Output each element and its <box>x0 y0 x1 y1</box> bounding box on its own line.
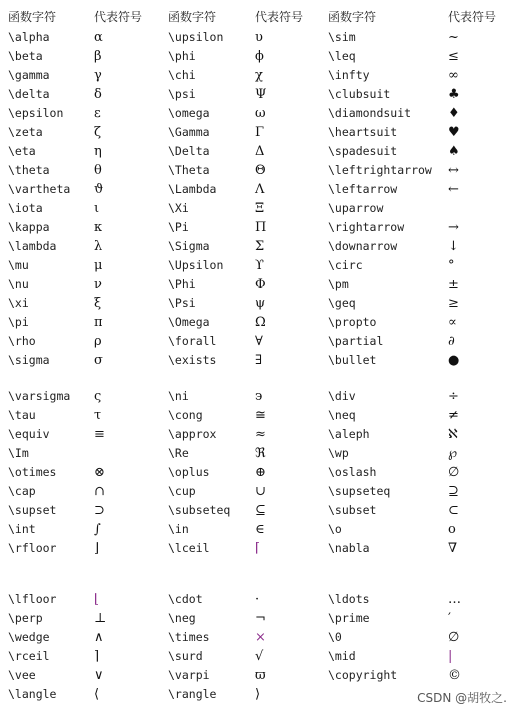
symbol-col2: × <box>255 630 266 645</box>
table-row <box>0 666 517 685</box>
symbol-col2: ≅ <box>255 408 266 423</box>
header-col1-sym: 代表符号 <box>94 10 143 24</box>
symbol-col2: ϕ <box>255 49 264 64</box>
header-col3-sym: 代表符号 <box>448 10 497 24</box>
command-col2: \times <box>168 630 210 644</box>
table-row <box>0 647 517 666</box>
table-row <box>0 123 517 142</box>
command-col1: \varsigma <box>8 389 71 403</box>
symbol-col3: ♠ <box>448 144 460 159</box>
symbol-col1: ∩ <box>94 484 105 499</box>
symbol-col3: ÷ <box>448 389 459 404</box>
table-row <box>0 161 517 180</box>
command-col1: \xi <box>8 296 29 310</box>
symbol-col1: β <box>94 49 102 64</box>
table-row <box>0 28 517 47</box>
command-col1: \vartheta <box>8 182 71 196</box>
command-col1: \alpha <box>8 30 50 44</box>
table-row <box>0 628 517 647</box>
symbol-col2: Δ <box>255 144 265 159</box>
table-row <box>0 351 517 370</box>
symbol-col2: ϒ <box>255 258 264 273</box>
command-col3: \wp <box>328 446 349 460</box>
symbol-col2: Λ <box>255 182 265 197</box>
symbol-col1: λ <box>94 239 103 254</box>
symbol-col1: η <box>94 144 102 159</box>
symbol-col3: ℘ <box>448 446 458 461</box>
symbol-col3: | <box>448 649 453 664</box>
command-col3: \nabla <box>328 541 370 555</box>
symbol-col1: γ <box>94 68 102 83</box>
command-col1: \lambda <box>8 239 57 253</box>
command-col2: \in <box>168 522 189 536</box>
symbol-col1: ν <box>94 277 102 292</box>
command-col2: \cong <box>168 408 203 422</box>
table-row <box>0 47 517 66</box>
table-row <box>0 275 517 294</box>
command-col3: \leq <box>328 49 356 63</box>
command-col2: \Lambda <box>168 182 217 196</box>
table-row <box>0 142 517 161</box>
command-col1: \tau <box>8 408 36 422</box>
symbol-col2: ℜ <box>255 446 266 461</box>
table-row <box>0 406 517 425</box>
command-col3: \neq <box>328 408 356 422</box>
symbol-col2: ⌈ <box>255 541 261 556</box>
symbol-col1: ⟨ <box>94 687 100 702</box>
symbol-col1: ξ <box>94 296 102 311</box>
command-col1: \eta <box>8 144 36 158</box>
command-col3: \sim <box>328 30 356 44</box>
symbol-col3: ~ <box>448 30 459 45</box>
command-col1: \rceil <box>8 649 50 663</box>
symbol-col1: α <box>94 30 103 45</box>
command-col2: \phi <box>168 49 196 63</box>
table-row <box>0 482 517 501</box>
command-col1: \theta <box>8 163 50 177</box>
symbol-col2: Π <box>255 220 267 235</box>
symbol-col1: σ <box>94 353 103 368</box>
command-col1: \langle <box>8 687 57 701</box>
table-row <box>0 609 517 628</box>
command-col1: \rfloor <box>8 541 57 555</box>
command-col3: \heartsuit <box>328 125 398 139</box>
table-row <box>0 463 517 482</box>
command-col2: \exists <box>168 353 217 367</box>
command-col1: \otimes <box>8 465 57 479</box>
table-row <box>0 313 517 332</box>
symbol-col3: ⊇ <box>448 484 459 499</box>
table-row <box>0 85 517 104</box>
command-col1: \pi <box>8 315 29 329</box>
symbol-col2: Γ <box>255 125 265 140</box>
command-col3: \circ <box>328 258 363 272</box>
command-col2: \lceil <box>168 541 210 555</box>
command-col3: \spadesuit <box>328 144 398 158</box>
command-col2: \rangle <box>168 687 217 701</box>
symbol-col3: ≤ <box>448 49 459 64</box>
symbol-col3: ♥ <box>448 125 460 140</box>
symbol-col3: ∂ <box>448 334 455 349</box>
command-col3: \propto <box>328 315 377 329</box>
symbol-col1: ⊃ <box>94 503 105 518</box>
command-col1: \wedge <box>8 630 50 644</box>
command-col2: \Sigma <box>168 239 210 253</box>
symbol-col3: ′ <box>448 611 451 626</box>
command-col3: \div <box>328 389 356 403</box>
symbol-col3: ● <box>448 353 460 368</box>
symbol-col1: μ <box>94 258 103 273</box>
command-col2: \omega <box>168 106 210 120</box>
command-col1: \int <box>8 522 36 536</box>
command-col3: \partial <box>328 334 384 348</box>
symbol-col3: ∅ <box>448 465 460 480</box>
symbol-col1: ζ <box>94 125 102 140</box>
command-col3: \leftrightarrow <box>328 163 432 177</box>
command-col3: \subset <box>328 503 377 517</box>
symbol-col3: ± <box>448 277 459 292</box>
command-col3: \pm <box>328 277 349 291</box>
symbol-col3: ∝ <box>448 315 457 330</box>
symbol-col2: ψ <box>255 296 266 311</box>
symbol-col3: ∅ <box>448 630 460 645</box>
symbol-col3: ♣ <box>448 87 460 102</box>
command-col2: \Omega <box>168 315 210 329</box>
table-row <box>0 199 517 218</box>
symbol-col2: ⟩ <box>255 687 261 702</box>
command-col2: \Phi <box>168 277 196 291</box>
command-col3: \oslash <box>328 465 377 479</box>
symbol-col3: ↔ <box>448 163 459 178</box>
command-col3: \downarrow <box>328 239 398 253</box>
symbol-col2: ∀ <box>255 334 263 349</box>
command-col1: \Im <box>8 446 29 460</box>
symbol-col2: Ξ <box>255 201 265 216</box>
table-row <box>0 539 517 558</box>
symbol-col1: π <box>94 315 103 330</box>
header-col2-cmd: 函数字符 <box>168 10 217 24</box>
symbol-col3: ∞ <box>448 68 459 83</box>
symbol-col1: ι <box>94 201 100 216</box>
command-col3: \ldots <box>328 592 370 606</box>
symbol-col3: … <box>448 592 461 607</box>
symbol-col3: ℵ <box>448 427 458 442</box>
command-col1: \epsilon <box>8 106 64 120</box>
symbol-col3: ♦ <box>448 106 460 121</box>
command-col2: \upsilon <box>168 30 224 44</box>
command-col2: \neg <box>168 611 196 625</box>
command-col1: \lfloor <box>8 592 57 606</box>
command-col3: \0 <box>328 630 342 644</box>
symbol-col3: ⊂ <box>448 503 459 518</box>
command-col3: \prime <box>328 611 370 625</box>
command-col1: \vee <box>8 668 36 682</box>
command-col3: \leftarrow <box>328 182 398 196</box>
symbol-col1: δ <box>94 87 102 102</box>
symbol-col3: → <box>448 220 459 235</box>
symbol-col2: √ <box>255 649 264 664</box>
symbol-col1: ≡ <box>94 427 105 442</box>
command-col1: \supset <box>8 503 57 517</box>
symbol-col3: ↓ <box>448 239 459 254</box>
command-col2: \subseteq <box>168 503 231 517</box>
command-col3: \aleph <box>328 427 370 441</box>
command-col1: \perp <box>8 611 43 625</box>
command-col2: \Theta <box>168 163 210 177</box>
table-row <box>0 180 517 199</box>
symbol-col2: Σ <box>255 239 265 254</box>
command-col3: \rightarrow <box>328 220 405 234</box>
table-row <box>0 590 517 609</box>
command-col1: \cap <box>8 484 36 498</box>
command-col1: \sigma <box>8 353 50 367</box>
symbol-col1: ⊗ <box>94 465 105 480</box>
header-col1-cmd: 函数字符 <box>8 10 57 24</box>
symbol-col1: ρ <box>94 334 102 349</box>
command-col1: \kappa <box>8 220 50 234</box>
command-col2: \approx <box>168 427 217 441</box>
command-col2: \cup <box>168 484 196 498</box>
symbol-col2: Φ <box>255 277 266 292</box>
symbol-col1: τ <box>94 408 102 423</box>
table-row <box>0 332 517 351</box>
command-col2: \ni <box>168 389 189 403</box>
symbol-col3: ° <box>448 258 455 273</box>
symbol-col1: κ <box>94 220 103 235</box>
header-col2-sym: 代表符号 <box>255 10 304 24</box>
command-col2: \Re <box>168 446 189 460</box>
command-col2: \cdot <box>168 592 203 606</box>
symbol-col1: ∧ <box>94 630 104 645</box>
table-row <box>0 218 517 237</box>
command-col1: \beta <box>8 49 43 63</box>
symbol-col1: ε <box>94 106 101 121</box>
command-col2: \chi <box>168 68 196 82</box>
symbol-col2: υ <box>255 30 263 45</box>
symbol-col2: ϖ <box>255 668 266 683</box>
table-row <box>0 256 517 275</box>
symbol-col2: Ψ <box>255 87 267 102</box>
command-col3: \o <box>328 522 342 536</box>
command-col1: \rho <box>8 334 36 348</box>
symbol-col3: ≥ <box>448 296 459 311</box>
command-col3: \mid <box>328 649 356 663</box>
command-col3: \clubsuit <box>328 87 391 101</box>
symbol-col2: ⊆ <box>255 503 266 518</box>
symbol-col2: Ω <box>255 315 266 330</box>
command-col1: \gamma <box>8 68 50 82</box>
symbol-col2: Θ <box>255 163 266 178</box>
symbol-col2: ∃ <box>255 353 263 368</box>
command-col1: \mu <box>8 258 29 272</box>
command-col2: \Pi <box>168 220 189 234</box>
symbol-col2: ϶ <box>255 389 263 404</box>
command-col2: \surd <box>168 649 203 663</box>
command-col3: \geq <box>328 296 356 310</box>
command-col3: \supseteq <box>328 484 391 498</box>
table-row <box>0 294 517 313</box>
command-col2: \psi <box>168 87 196 101</box>
watermark: CSDN @胡牧之. <box>417 691 507 705</box>
command-col2: \oplus <box>168 465 210 479</box>
symbol-col1: ⌋ <box>94 541 100 556</box>
symbol-col2: ≈ <box>255 427 266 442</box>
symbol-col1: ∫ <box>94 522 101 537</box>
command-col2: \Delta <box>168 144 210 158</box>
command-col2: \Psi <box>168 296 196 310</box>
symbol-col1: θ <box>94 163 102 178</box>
command-col1: \delta <box>8 87 50 101</box>
command-col3: \infty <box>328 68 370 82</box>
symbol-col3: ← <box>448 182 459 197</box>
command-col2: \Xi <box>168 201 189 215</box>
symbol-col1: ϑ <box>94 182 104 197</box>
symbol-col3: © <box>448 668 461 683</box>
command-col2: \Upsilon <box>168 258 224 272</box>
command-col2: \forall <box>168 334 217 348</box>
symbol-col1: ⌊ <box>94 592 100 607</box>
symbol-col2: ∪ <box>255 484 266 499</box>
symbol-col1: ⌉ <box>94 649 100 664</box>
command-col3: \bullet <box>328 353 377 367</box>
symbol-col2: χ <box>255 68 263 83</box>
table-row <box>0 425 517 444</box>
symbol-col3: ∇ <box>448 541 458 556</box>
command-col3: \uparrow <box>328 201 384 215</box>
command-col2: \varpi <box>168 668 210 682</box>
command-col3: \copyright <box>328 668 398 682</box>
table-row <box>0 520 517 539</box>
symbol-col1: ∨ <box>94 668 104 683</box>
command-col2: \Gamma <box>168 125 210 139</box>
command-col3: \diamondsuit <box>328 106 412 120</box>
command-col1: \nu <box>8 277 29 291</box>
symbol-col1: ς <box>94 389 102 404</box>
symbol-col3: ο <box>448 522 456 537</box>
symbol-col3: ≠ <box>448 408 459 423</box>
table-row <box>0 237 517 256</box>
symbol-col2: ∈ <box>255 522 265 537</box>
table-row <box>0 444 517 463</box>
table-row <box>0 387 517 406</box>
symbol-col2: ⊕ <box>255 465 266 480</box>
symbol-col1: ⊥ <box>94 611 107 626</box>
table-row <box>0 104 517 123</box>
symbol-col2: · <box>255 592 260 607</box>
symbol-col2: ¬ <box>255 611 266 626</box>
table-row <box>0 66 517 85</box>
table-row <box>0 501 517 520</box>
command-col1: \equiv <box>8 427 50 441</box>
header-col3-cmd: 函数字符 <box>328 10 377 24</box>
command-col1: \zeta <box>8 125 43 139</box>
command-col1: \iota <box>8 201 43 215</box>
symbol-col2: ω <box>255 106 266 121</box>
